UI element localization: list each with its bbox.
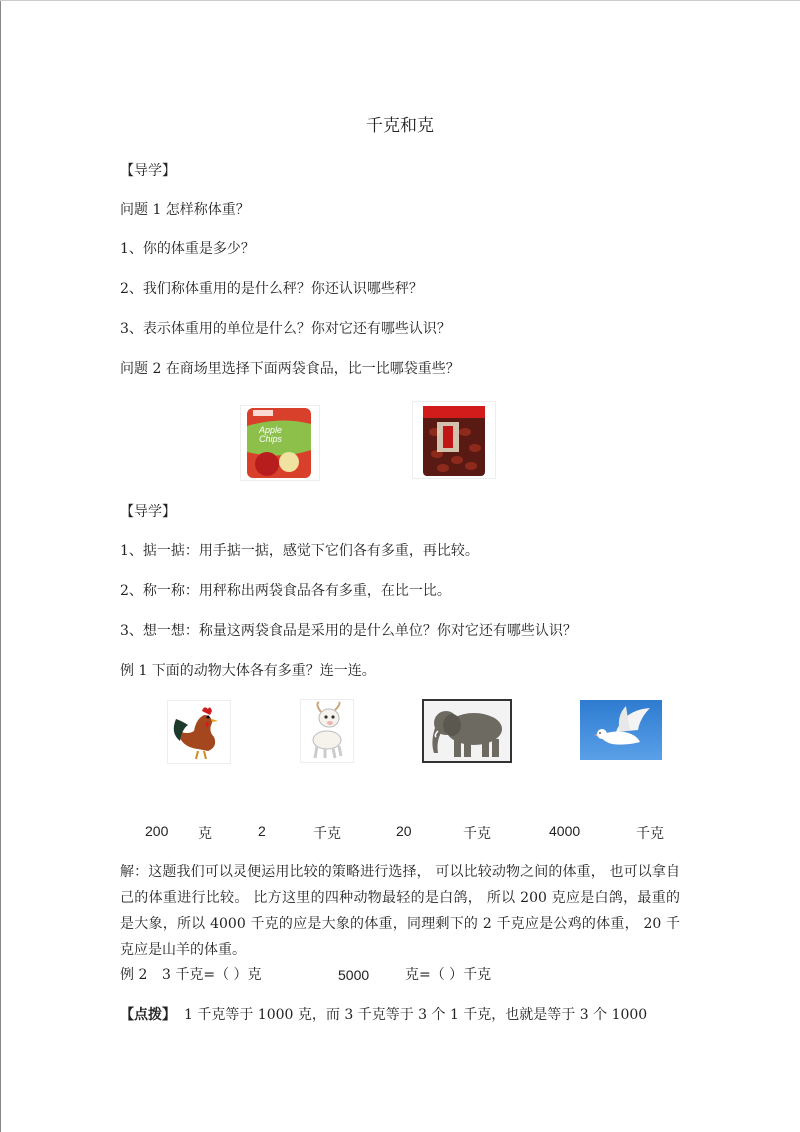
weight-unit-1: 克 (198, 825, 212, 841)
section-heading-1: 【导学】 (120, 163, 176, 179)
solution-paragraph: 解：这题我们可以灵便运用比较的策略进行选择， 可以比较动物之间的体重， 也可以拿自己的体重进行比较。 比方这里的四种动物最轻的是白鸽， 所以 200 克应是白鸽，最重的是大象，所以 4000 千克的应是大象的体重，同理剩下的 2 千克应是公鸡的体重， 20 千克应是山羊的体重。 (120, 864, 680, 958)
apple-chips-bag-image (240, 405, 320, 481)
example-2-part-3: 克=（ ）千克 (405, 967, 492, 983)
guide-item-2: 2、称一称：用秤称出两袋食品各有多重，在比一比。 (120, 583, 451, 599)
apple-chips-brand: Apple Chips (259, 425, 283, 444)
dove-icon (580, 700, 662, 760)
question-1: 问题 1 怎样称体重？ (120, 202, 250, 218)
question-1-item-1: 1、你的体重是多少？ (120, 241, 255, 257)
weight-unit-2: 千克 (313, 825, 341, 841)
question-1-item-3: 3、表示体重用的单位是什么？你对它还有哪些认识？ (120, 321, 451, 337)
page-top-border (0, 0, 800, 1)
question-1-item-2: 2、我们称体重用的是什么秤？你还认识哪些秤？ (120, 281, 423, 297)
example-2-label: 例 2 (120, 967, 148, 983)
example-2-part-1: 3 千克=（ ）克 (162, 967, 262, 983)
elephant-image (422, 699, 512, 763)
elephant-icon (424, 701, 510, 761)
rooster-icon (168, 701, 230, 763)
dove-image (580, 700, 662, 760)
question-2: 问题 2 在商场里选择下面两袋食品，比一比哪袋重些？ (120, 361, 460, 377)
red-dates-bag-image (412, 401, 496, 479)
hint-text: 1 千克等于 1000 克，而 3 千克等于 3 个 1 千克，也就是等于 3 个 1000 (184, 1007, 648, 1023)
goat-image (300, 699, 354, 763)
weight-value-4: 4000 (549, 823, 581, 839)
example-1-prompt: 例 1 下面的动物大体各有多重？连一连。 (120, 663, 376, 679)
page-left-border (0, 0, 1, 1132)
weight-value-1: 200 (145, 823, 169, 839)
goat-icon (301, 700, 353, 762)
weight-value-2: 2 (258, 823, 266, 839)
hint-label: 【点拨】 (120, 1007, 176, 1023)
red-dates-bag-icon (413, 402, 495, 478)
example-2-part-2: 5000 (338, 967, 370, 983)
guide-item-1: 1、掂一掂：用手掂一掂，感觉下它们各有多重，再比较。 (120, 543, 479, 559)
rooster-image (167, 700, 231, 764)
guide-item-3: 3、想一想：称量这两袋食品是采用的是什么单位？你对它还有哪些认识？ (120, 623, 577, 639)
weight-options-row (0, 823, 800, 843)
weight-unit-4: 千克 (636, 825, 664, 841)
page-title: 千克和克 (366, 116, 434, 136)
weight-value-3: 20 (396, 823, 412, 839)
weight-unit-3: 千克 (463, 825, 491, 841)
section-heading-2: 【导学】 (120, 504, 176, 520)
